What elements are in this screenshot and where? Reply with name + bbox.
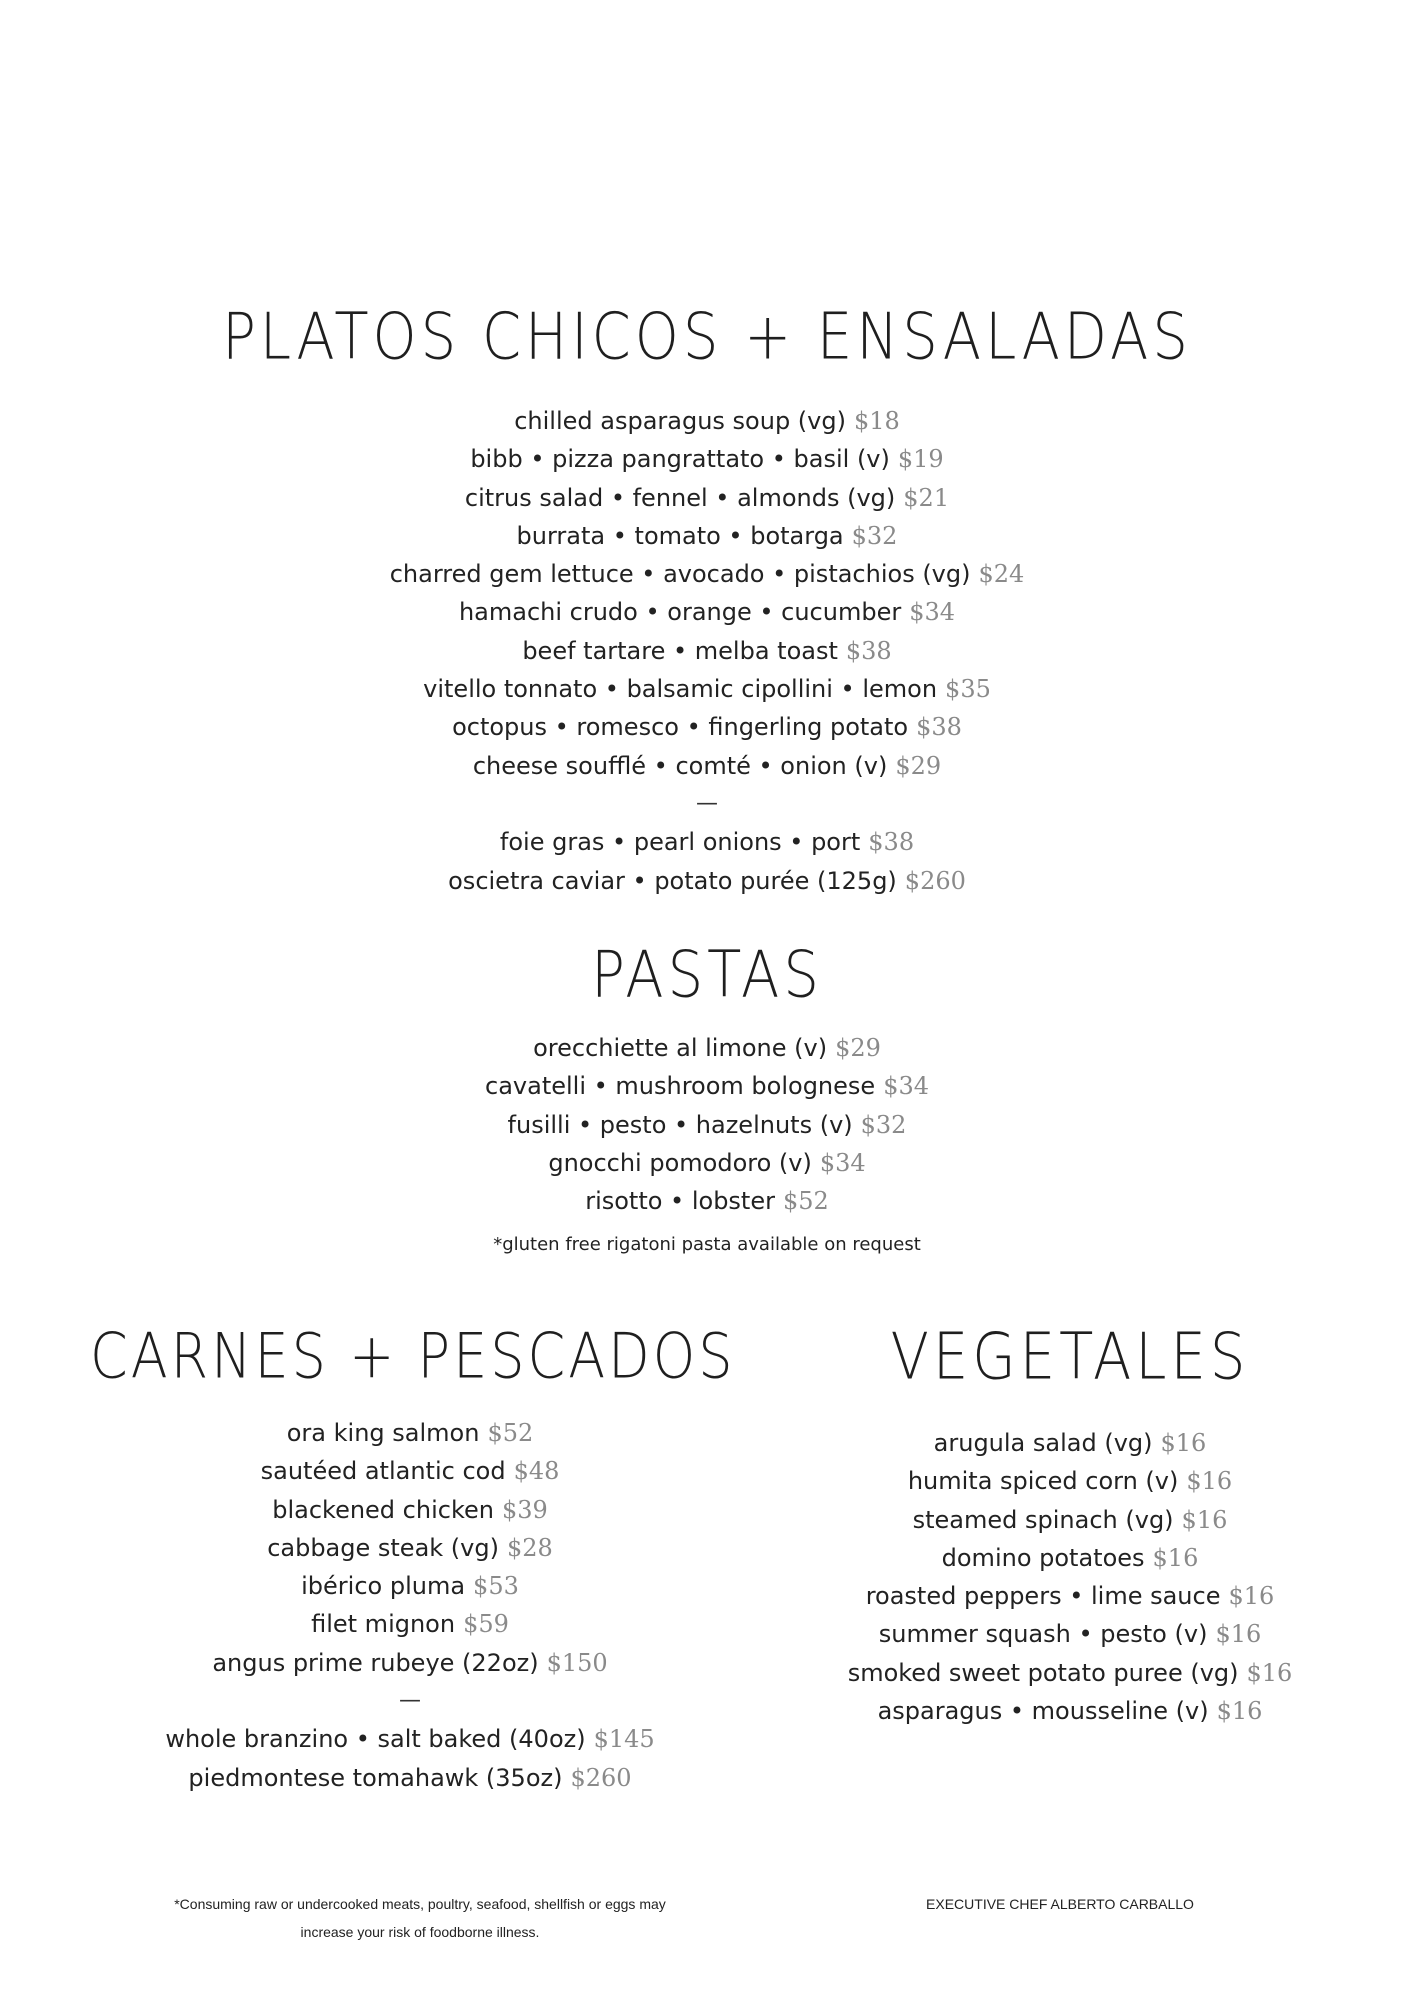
menu-item xyxy=(0,593,1414,631)
menu-item xyxy=(790,1577,1350,1615)
menu-item-price: $260 xyxy=(570,1763,632,1792)
menu-item-name: risotto • lobster xyxy=(585,1187,775,1216)
menu-item-price: $21 xyxy=(903,483,950,512)
menu-item xyxy=(0,1067,1414,1105)
menu-item-name: asparagus • mousseline (v) xyxy=(877,1697,1209,1726)
menu-item xyxy=(0,440,1414,478)
menu-item-name: domino potatoes xyxy=(941,1543,1145,1572)
menu-item-price: $24 xyxy=(978,560,1025,589)
menu-item-name: piedmontese tomahawk (35oz) xyxy=(188,1763,563,1792)
menu-item xyxy=(0,823,1414,861)
menu-item-name: foie gras • pearl onions • port xyxy=(499,828,861,857)
menu-item-price: $59 xyxy=(463,1610,509,1639)
disclaimer-line-1: *Consuming raw or undercooked meats, poultry, seafood, shellfish or eggs may xyxy=(174,1896,666,1912)
menu-item-name: vitello tonnato • balsamic cipollini • lemon xyxy=(423,675,938,704)
menu-item xyxy=(0,862,1414,900)
menu-item xyxy=(790,1501,1350,1539)
menu-item-name: citrus salad • fennel • almonds (vg) xyxy=(464,483,896,512)
menu-item-price: $39 xyxy=(501,1495,548,1524)
section-separator: — xyxy=(696,790,718,816)
menu-item-name: octopus • romesco • fingerling potato xyxy=(452,713,909,742)
menu-item xyxy=(0,517,1414,555)
platos-list xyxy=(0,402,1414,900)
disclaimer-line-2: increase your risk of foodborne illness. xyxy=(300,1924,540,1940)
menu-item-name: fusilli • pesto • hazelnuts (v) xyxy=(507,1110,853,1139)
vegetales-list xyxy=(790,1424,1350,1730)
menu-item-price: $52 xyxy=(782,1187,829,1216)
menu-item-name: smoked sweet potato puree (vg) xyxy=(847,1658,1239,1687)
menu-item xyxy=(0,1144,1414,1182)
menu-item xyxy=(100,1452,720,1490)
menu-item xyxy=(790,1654,1350,1692)
menu-item-price: $32 xyxy=(851,521,898,550)
menu-item xyxy=(790,1462,1350,1500)
menu-item xyxy=(0,1182,1414,1220)
menu-item-name: burrata • tomato • botarga xyxy=(516,521,844,550)
section-title-carnes: CARNES + PESCADOS xyxy=(90,1320,736,1393)
menu-item-name: charred gem lettuce • avocado • pistachios (vg) xyxy=(389,560,971,589)
menu-item xyxy=(790,1539,1350,1577)
menu-item-price: $38 xyxy=(868,828,915,857)
menu-item-price: $16 xyxy=(1181,1505,1228,1534)
section-title-vegetales: VEGETALES xyxy=(890,1320,1250,1395)
menu-item-name: summer squash • pesto (v) xyxy=(878,1620,1208,1649)
foodborne-disclaimer xyxy=(120,1890,720,1946)
menu-item-price: $48 xyxy=(513,1457,560,1486)
menu-item-price: $16 xyxy=(1160,1429,1207,1457)
menu-item-price: $16 xyxy=(1186,1467,1233,1496)
menu-item-price: $16 xyxy=(1152,1543,1199,1572)
section-title-pastas: PASTAS xyxy=(591,938,823,1013)
menu-item xyxy=(790,1424,1350,1462)
menu-item xyxy=(100,1720,720,1758)
menu-item-name: sautéed atlantic cod xyxy=(260,1457,506,1486)
menu-item-price: $145 xyxy=(593,1725,655,1754)
menu-item-price: $16 xyxy=(1215,1620,1262,1649)
menu-item-price: $32 xyxy=(860,1110,907,1139)
section-title-platos: PLATOS CHICOS + ENSALADAS xyxy=(222,300,1192,375)
pasta-note: *gluten free rigatoni pasta available on request xyxy=(493,1234,921,1255)
menu-item-price: $150 xyxy=(546,1648,608,1677)
menu-item-name: filet mignon xyxy=(311,1610,456,1639)
menu-item-price: $16 xyxy=(1216,1697,1263,1726)
menu-item xyxy=(100,1605,720,1643)
menu-item-name: ibérico pluma xyxy=(301,1572,466,1601)
menu-item xyxy=(100,1644,720,1682)
menu-item-name: oscietra caviar • potato purée (125g) xyxy=(448,866,897,895)
menu-item xyxy=(0,402,1414,440)
menu-item-name: blackened chicken xyxy=(272,1495,494,1524)
menu-item xyxy=(0,1106,1414,1144)
menu-item-price: $16 xyxy=(1246,1658,1293,1687)
menu-item xyxy=(100,1567,720,1605)
menu-item-price: $35 xyxy=(945,675,991,704)
menu-item-price: $19 xyxy=(897,445,944,474)
menu-item-name: steamed spinach (vg) xyxy=(912,1505,1174,1534)
menu-item-name: whole branzino • salt baked (40oz) xyxy=(165,1725,586,1754)
menu-item-name: arugula salad (vg) xyxy=(933,1429,1153,1457)
menu-item xyxy=(790,1615,1350,1653)
menu-item-name: cavatelli • mushroom bolognese xyxy=(485,1072,876,1101)
menu-item xyxy=(0,555,1414,593)
menu-item xyxy=(790,1692,1350,1730)
menu-item-name: hamachi crudo • orange • cucumber xyxy=(458,598,902,627)
menu-item-name: gnocchi pomodoro (v) xyxy=(548,1148,812,1177)
menu-item-price: $38 xyxy=(916,713,962,742)
menu-item xyxy=(0,747,1414,785)
menu-item-price: $28 xyxy=(506,1533,553,1562)
menu-item-price: $29 xyxy=(835,1034,881,1062)
carnes-list xyxy=(100,1414,720,1797)
menu-item xyxy=(0,1029,1414,1067)
executive-chef: EXECUTIVE CHEF ALBERTO CARBALLO xyxy=(926,1896,1194,1912)
menu-item xyxy=(0,632,1414,670)
menu-item-price: $52 xyxy=(487,1419,534,1447)
menu-item-name: orecchiette al limone (v) xyxy=(533,1034,828,1062)
menu-item-name: chilled asparagus soup (vg) xyxy=(514,407,846,435)
menu-item-name: cheese soufflé • comté • onion (v) xyxy=(472,751,888,780)
menu-item xyxy=(100,1414,720,1452)
menu-item xyxy=(0,479,1414,517)
menu-item xyxy=(100,1491,720,1529)
menu-item-price: $16 xyxy=(1228,1582,1275,1611)
menu-item-name: angus prime rubeye (22oz) xyxy=(212,1648,539,1677)
menu-item-name: roasted peppers • lime sauce xyxy=(865,1582,1221,1611)
menu-item-price: $34 xyxy=(909,598,956,627)
section-separator: — xyxy=(399,1688,421,1714)
menu-item-price: $29 xyxy=(895,751,942,780)
menu-item xyxy=(100,1529,720,1567)
menu-item-name: bibb • pizza pangrattato • basil (v) xyxy=(470,445,890,474)
menu-item-name: beef tartare • melba toast xyxy=(522,636,838,665)
menu-item-price: $53 xyxy=(473,1572,519,1601)
menu-item-name: ora king salmon xyxy=(286,1419,480,1447)
menu-item-price: $34 xyxy=(819,1148,866,1177)
menu-item xyxy=(0,670,1414,708)
menu-item-price: $38 xyxy=(845,636,892,665)
menu-item xyxy=(100,1759,720,1797)
menu-item-name: humita spiced corn (v) xyxy=(907,1467,1179,1496)
pastas-list xyxy=(0,1029,1414,1220)
menu-item-price: $34 xyxy=(883,1072,929,1101)
menu-item-name: cabbage steak (vg) xyxy=(267,1533,499,1562)
menu-item-price: $18 xyxy=(853,407,900,435)
menu-item-price: $260 xyxy=(904,866,966,895)
menu-item xyxy=(0,708,1414,746)
